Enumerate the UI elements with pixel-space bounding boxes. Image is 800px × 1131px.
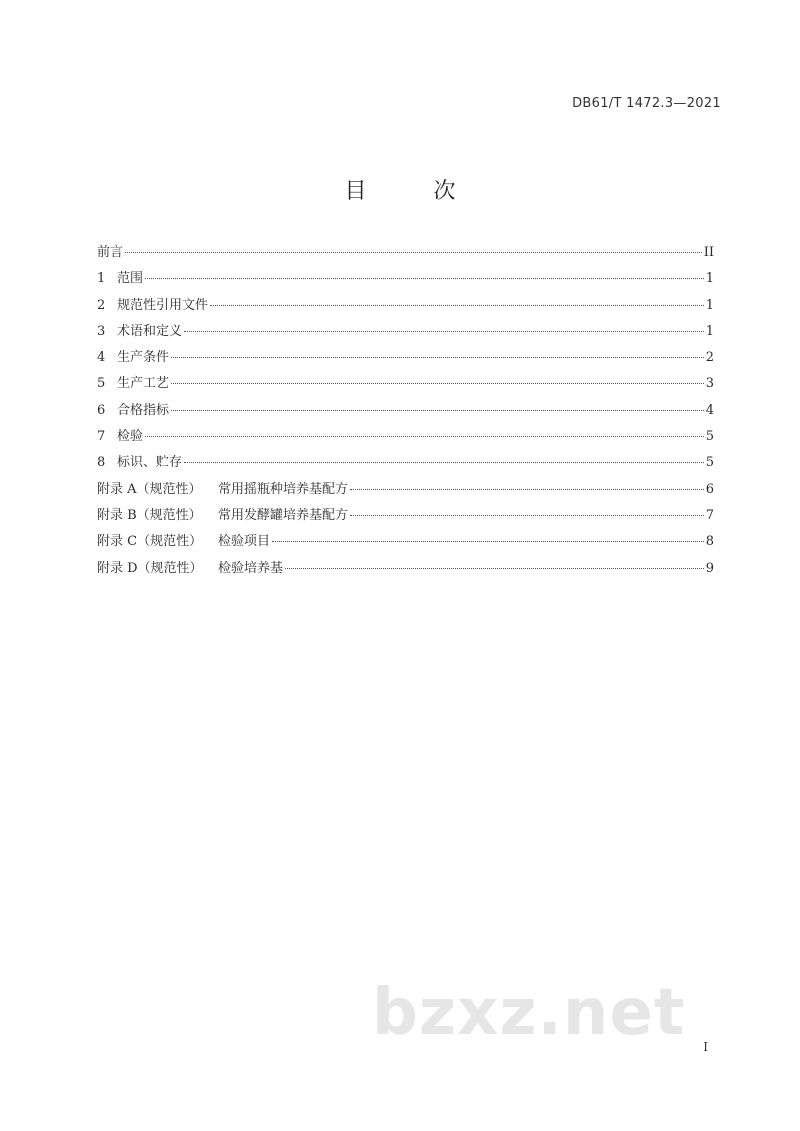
toc-entry-page: 2 xyxy=(705,350,714,366)
toc-appendix-label: 附录 C（规范性） xyxy=(97,534,203,550)
toc-entry-title: 术语和定义 xyxy=(117,323,183,339)
toc-entry-appendix-c[interactable] xyxy=(97,530,714,556)
toc-leader-dots xyxy=(350,489,704,490)
toc-entry-page: 1 xyxy=(705,297,714,313)
page-number: I xyxy=(703,1040,708,1054)
toc-entry-title: 合格指标 xyxy=(117,402,170,418)
toc-entry-title: 生产工艺 xyxy=(117,376,170,392)
toc-entry-page: 1 xyxy=(705,271,714,287)
toc-leader-dots xyxy=(145,436,704,437)
toc-entry-appendix-b[interactable] xyxy=(97,504,714,530)
toc-leader-dots xyxy=(125,252,702,253)
toc-entry-page: 9 xyxy=(705,560,714,576)
toc-title: 目 次 xyxy=(344,179,486,204)
toc-entry-appendix-a[interactable] xyxy=(97,478,714,504)
toc-entry-title: 检验培养基 xyxy=(218,560,284,576)
toc-leader-dots xyxy=(184,331,704,332)
toc-entry-page: 4 xyxy=(705,402,714,418)
toc-appendix-label: 附录 D（规范性） xyxy=(97,560,203,576)
toc-leader-dots xyxy=(171,357,704,358)
toc-entry-terms-definitions[interactable] xyxy=(97,320,714,346)
toc-entry-title: 标识、贮存 xyxy=(117,455,183,471)
toc-entry-page: 5 xyxy=(705,455,714,471)
toc-entry-number: 7 xyxy=(97,429,106,445)
toc-entry-number: 4 xyxy=(97,350,106,366)
toc-leader-dots xyxy=(184,462,704,463)
toc-appendix-label: 附录 B（规范性） xyxy=(97,507,202,523)
toc-leader-dots xyxy=(171,410,704,411)
toc-entry-title: 前言 xyxy=(97,245,124,260)
toc-entry-title: 检验 xyxy=(117,429,144,445)
toc-entry-title: 常用摇瓶种培养基配方 xyxy=(218,481,349,497)
toc-entry-page: 5 xyxy=(705,429,714,445)
toc-entry-appendix-d[interactable] xyxy=(97,557,714,583)
toc-leader-dots xyxy=(285,568,704,569)
toc-entry-number: 3 xyxy=(97,323,106,339)
toc-appendix-label: 附录 A（规范性） xyxy=(97,481,202,497)
toc-entry-title: 范围 xyxy=(117,271,144,287)
toc-entry-foreword[interactable] xyxy=(97,241,714,267)
toc-leader-dots xyxy=(145,278,704,279)
toc-entry-number: 5 xyxy=(97,376,106,392)
toc-leader-dots xyxy=(210,305,704,306)
toc-entry-title: 常用发酵罐培养基配方 xyxy=(218,507,349,523)
toc-entry-number: 1 xyxy=(97,271,106,287)
toc-entry-production-process[interactable] xyxy=(97,372,714,398)
toc-leader-dots xyxy=(171,383,704,384)
toc-entry-page: 8 xyxy=(705,534,714,550)
toc-entry-title: 检验项目 xyxy=(218,534,271,550)
toc-entry-page: 3 xyxy=(705,376,714,392)
toc-entry-production-conditions[interactable] xyxy=(97,346,714,372)
toc-entry-number: 2 xyxy=(97,297,106,313)
toc-entry-page: II xyxy=(703,245,714,260)
toc-entry-title: 生产条件 xyxy=(117,350,170,366)
toc-entry-scope[interactable] xyxy=(97,267,714,293)
toc-entry-page: 7 xyxy=(705,507,714,523)
watermark: bzxz.net xyxy=(372,976,686,1050)
document-code: DB61/T 1472.3—2021 xyxy=(572,96,721,111)
toc-entry-page: 1 xyxy=(705,323,714,339)
toc-leader-dots xyxy=(272,541,704,542)
toc-entry-number: 8 xyxy=(97,455,106,471)
toc-entry-qualification-indicators[interactable] xyxy=(97,399,714,425)
toc-entry-number: 6 xyxy=(97,402,106,418)
toc-leader-dots xyxy=(350,515,704,516)
toc-entry-title: 规范性引用文件 xyxy=(117,297,209,313)
toc-entry-page: 6 xyxy=(705,481,714,497)
toc-entry-inspection[interactable] xyxy=(97,425,714,451)
toc-entry-normative-references[interactable] xyxy=(97,294,714,320)
toc-entry-labeling-storage[interactable] xyxy=(97,451,714,477)
table-of-contents xyxy=(97,241,714,583)
